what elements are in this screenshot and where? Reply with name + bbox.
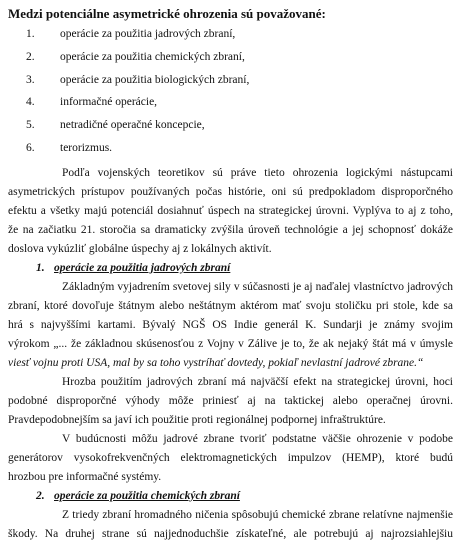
list-item [8,73,453,96]
list-text: operácie za použitia biologických zbraní, [60,73,250,86]
text-line: hrozbou pre informačné systémy. [8,470,162,483]
text-line: asymetrických prístupov používaných počas histórie, oni sú predpokladom disproporčného [8,185,453,198]
text-line: doslova vykúzliť globálne úspechy aj z lokálnych aktivít. [8,242,272,255]
paragraph-chemical [8,506,453,544]
subsection-heading-nuclear [8,259,453,278]
text-line: efektu a všetky majú potenciál dosiahnuť úspech na strategickej úrovni. Vyplýva to aj z toho, [8,204,453,217]
list-text: informačné operácie, [60,96,158,109]
list-text: operácie za použitia jadrových zbraní, [60,28,236,40]
text-line: V budúcnosti môžu jadrové zbrane tvoriť podstatne väčšie ohrozenie v podobe [62,432,453,445]
subsection-title: operácie za použitia jadrových zbraní [54,261,231,274]
text-line: generátorov vysokofrekvenčných elektromagnetických impulzov (HEMP), ktoré budú [8,451,453,464]
paragraph-hemp [8,430,453,487]
list-number: 3. [26,73,35,86]
subsection-number: 2. [36,489,45,502]
subsection-title: operácie za použitia chemických zbraní [54,489,240,502]
text-line: Základným vyjadrením svetovej sily v súčasnosti je aj naďalej vlastníctvo jadrových [62,280,453,293]
text-line: hrá s najvyššími kartami. Bývalý NGŠ OS Indie generál K. Sundarji je známy svojim [8,318,453,331]
text-line: podobné disproporčné výhody môže priniesť aj na taktickej alebo operačnej úrovni. [8,394,453,407]
text-line: Hrozba použitím jadrových zbraní má najväčší efekt na strategickej úrovni, hoci [62,375,453,388]
document-page [0,5,461,540]
list-item [8,95,453,118]
list-item [8,50,453,73]
list-text: terorizmus. [60,141,113,154]
list-number: 5. [26,119,35,132]
text-line: výrokom „... že základnou skúsenosťou z Vojny v Zálive je to, že ak nejaký štát má v úmysle [8,337,453,350]
list-number: 2. [26,50,35,63]
list-item [8,141,453,164]
list-number: 1. [26,28,35,40]
text-line: Pravdepodobnejším sa javí ich použitie proti regionálnej podpornej infraštruktúre. [8,413,386,426]
text-line: Z triedy zbraní hromadného ničenia spôsobujú chemické zbrane relatívne najmenšie [62,508,453,521]
subsection-number: 1. [36,261,45,274]
list-item [8,27,453,50]
list-text: netradičné operačné koncepcie, [60,119,205,132]
list-number: 4. [26,96,35,109]
text-line: škody. Na druhej strane sú najjednoduchšie získateľné, ale potrebujú aj najrozsiahlejšiu [8,527,453,540]
list-number: 6. [26,141,35,154]
text-line: Podľa vojenských teoretikov sú práve tieto ohrozenia logickými nástupcami [62,166,453,179]
section-heading: Medzi potenciálne asymetrické ohrozenia sú považované: [8,6,326,21]
list-item [8,118,453,141]
list-text: operácie za použitia chemických zbraní, [60,50,245,63]
threat-list [8,27,453,164]
paragraph-strategic [8,373,453,430]
text-line: viesť vojnu proti USA, mal by sa toho vystríhať dovtedy, pokiaľ nevlastní jadrové zbrane.“ [8,356,424,369]
paragraph-nuclear [8,278,453,373]
text-line: že na začiatku 21. storočia sa dramaticky zvýšila úroveň technológie a jej schopnosť dokáže [8,223,453,236]
subsection-heading-chemical [8,487,453,506]
paragraph-intro [8,164,453,259]
text-line: zbraní, ktoré dovoľuje štátnym alebo neštátnym aktérom mať svoju stoličku pri stole, kde sa [8,299,453,312]
